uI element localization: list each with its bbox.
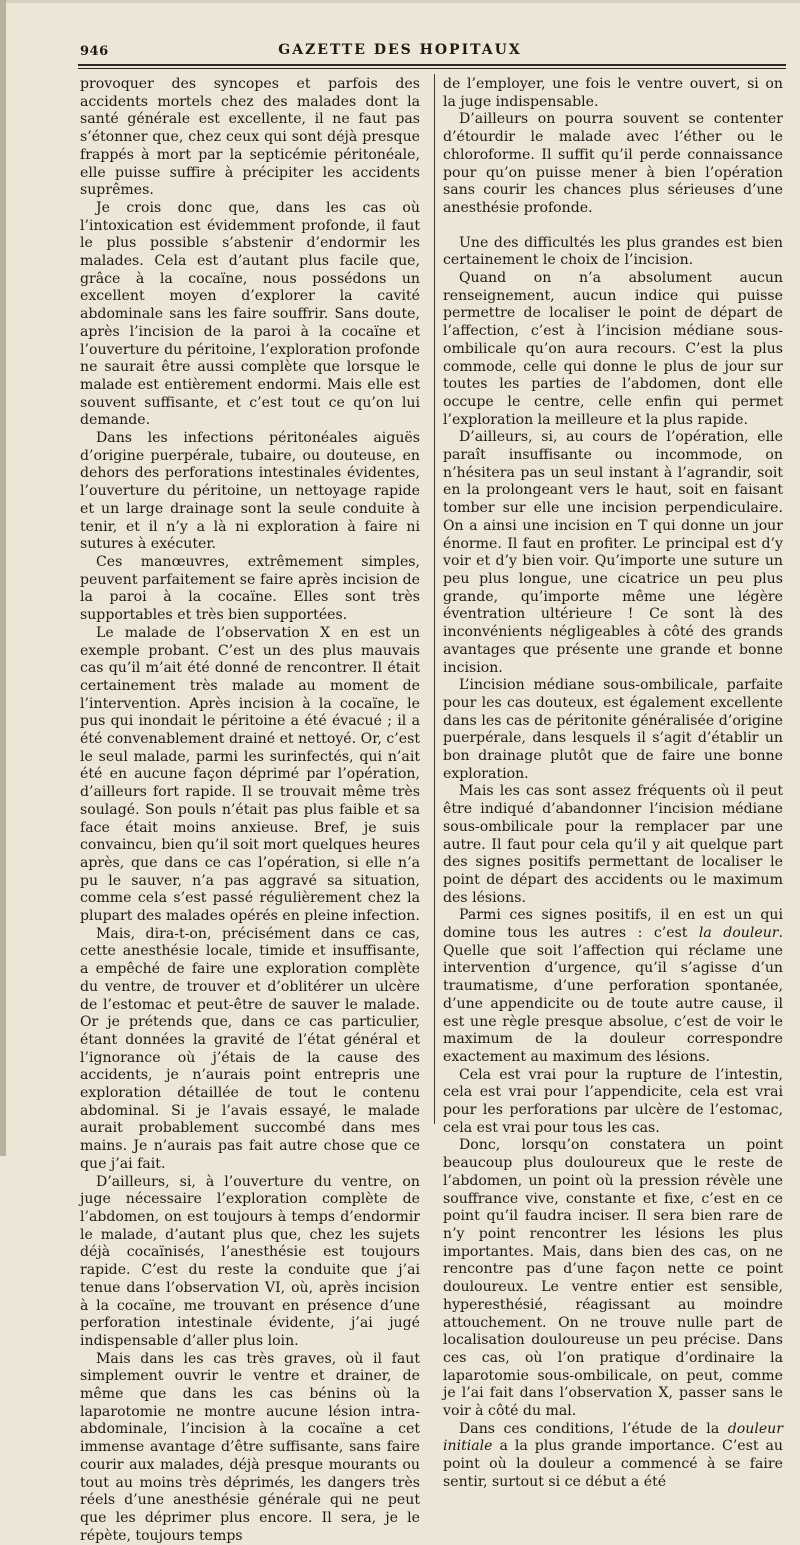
paragraph: Ces manœuvres, extrêmement simples, peuvent parfaitement se faire après incision de la paroi à la cocaïne. Elles sont très supportables et très bien supportées.: [80, 553, 420, 624]
right-text-column: [443, 76, 783, 1492]
paragraph: D’ailleurs on pourra souvent se contenter d’étourdir le malade avec l’éther ou le chloroforme. Il suffit qu’il perde connaissance pour qu’on puisse mener à bien l’opération sans courir les chances plus sérieuses d’une anesthésie profonde.: [443, 111, 783, 216]
paragraph: D’ailleurs, si, au cours de l’opération, elle paraît insuffisante ou incommode, on n’hésitera pas un seul instant à l’agrandir, soit en la prolongeant vers le haut, soit en faisant tomber sur elle une incision perpendiculaire. On a ainsi une incision en T qui donne un jour énorme. Il faut en profiter. Le principal est d’y voir et d’y bien voir. Qu’importe une suture un peu plus longue, une cicatrice un peu plus grande, qu’importe même une légère éventration ultérieure ! Ce sont là des inconvénients négligeables à côté des grands avantages que présente une grande et bonne incision.: [443, 429, 783, 676]
paragraph: Donc, lorsqu’on constatera un point beaucoup plus douloureux que le reste de l’abdomen, un point où la pression révèle une souffrance vive, constante et fixe, c’est en ce point qu’il faudra inciser. Il sera bien rare de n’y point rencontrer les lésions les plus importantes. Mais, dans bien des cas, on ne rencontre pas d’une façon nette ce point douloureux. Le ventre entier est sensible, hyperesthésié, réagissant au moindre attouchement. On ne trouve nulle part de localisation douloureuse un peu précise. Dans ces cas, où l’on pratique d’ordinaire la laparotomie sous-ombilicale, on peut, comme je l’ai fait dans l’observation X, passer sans le voir à côté du mal.: [443, 1137, 783, 1420]
column-separator: [434, 74, 435, 1124]
page-top-edge: [0, 0, 800, 3]
paragraph: Une des difficultés les plus grandes est bien certainement le choix de l’incision.: [443, 234, 783, 269]
paragraph: Dans les infections péritonéales aiguës d’origine puerpérale, tubaire, ou douteuse, en dehors des perforations intestinales évidentes, l’ouverture du péritoine, un nettoyage rapide et un large drainage sont la seule conduite à tenir, et il n’y a là ni exploration à faire ni sutures à exécuter.: [80, 430, 420, 553]
paragraph: D’ailleurs, si, à l’ouverture du ventre, on juge nécessaire l’exploration complète de l’abdomen, on est toujours à temps d’endormir le malade, d’autant plus que, chez les sujets déjà cocaïnisés, l’anesthésie est toujours rapide. C’est du reste la conduite que j’ai tenue dans l’observation VI, où, après incision à la cocaïne, me trouvant en présence d’une perforation intestinale évidente, j’ai jugé indispensable d’aller plus loin.: [80, 1173, 420, 1349]
running-head-title: GAZETTE DES HOPITAUX: [278, 42, 522, 58]
paragraph: Mais dans les cas très graves, où il faut simplement ouvrir le ventre et drainer, de même que dans les cas bénins où la laparotomie ne montre aucune lésion intra-abdominale, l’incision à la cocaïne a cet immense avantage d’être suffisante, sans faire courir aux malades, déjà presque mourants ou tout au moins très déprimés, les dangers très réels d’une anesthésie générale qui ne peut que les déprimer plus encore. Il sera, je le répète, toujours temps: [80, 1350, 420, 1544]
paragraph: Cela est vrai pour la rupture de l’intestin, cela est vrai pour l’appendicite, cela est vrai pour les perforations par ulcère de l’estomac, cela est vrai pour tous les cas.: [443, 1066, 783, 1136]
paragraph: Mais les cas sont assez fréquents où il peut être indiqué d’abandonner l’incision médiane sous-ombilicale pour la remplacer par une autre. Il faut pour cela qu’il y ait quelque part des signes positifs permettant de localiser le point de départ des accidents ou le maximum des lésions.: [443, 783, 783, 906]
paragraph: Quand on n’a absolument aucun renseignement, aucun indice qui puisse permettre de localiser le point de départ de l’affection, c’est à l’incision médiane sous-ombilicale qu’on aura recours. C’est la plus commode, celle qui donne le plus de jour sur toutes les parties de l’abdomen, dont elle occupe le centre, celle enfin qui permet l’exploration la meilleure et la plus rapide.: [443, 270, 783, 428]
italic-term: la douleur: [698, 925, 779, 942]
paragraph: Dans ces conditions, l’étude de la douleur initiale a la plus grande importance. C’est au point où la douleur a commencé à se faire sentir, surtout si ce début a été: [443, 1420, 783, 1490]
paragraph: Parmi ces signes positifs, il en est un qui domine tous les autres : c’est la douleur. Quelle que soit l’affection qui réclame une intervention d’urgence, qu’il s’agisse d’un traumatisme, d’une perforation spontanée, d’une appendicite ou de toute autre cause, il est une règle presque absolue, c’est de voir le maximum de la douleur correspondre exactement au maximum des lésions.: [443, 907, 784, 1065]
header-rule-thick: [78, 64, 786, 66]
italic-term: douleur initiale: [443, 1420, 783, 1455]
left-text-column: [80, 76, 420, 1545]
paragraph: Je crois donc que, dans les cas où l’intoxication est évidemment profonde, il faut le plus possible s’abstenir d’endormir les malades. Cela est d’autant plus facile que, grâce à la cocaïne, nous possédons un excellent moyen d’explorer la cavité abdominale sans les faire souffrir. Sans doute, après l’incision de la paroi à la cocaïne et l’ouverture du péritoine, l’exploration profonde ne saurait être aussi complète que lorsque le malade est entièrement endormi. Mais elle est souvent suffisante, et c’est tout ce qu’on lui demande.: [80, 199, 420, 429]
binding-edge: [0, 0, 6, 1156]
paragraph: de l’employer, une fois le ventre ouvert, si on la juge indispensable.: [443, 76, 783, 110]
paragraph: Le malade de l’observation X en est un exemple probant. C’est un des plus mauvais cas qu’il m’ait été donné de rencontrer. Il était certainement très malade au moment de l’intervention. Après incision à la cocaïne, le pus qui inondait le péritoine a été évacué ; il a été convenablement drainé et nettoyé. Or, c’est le seul malade, parmi les surinfectés, qui n’ait été en aucune façon déprimé par l’opération, d’ailleurs fort rapide. Il se trouvait même très soulagé. Son pouls n’était pas plus faible et sa face était moins anxieuse. Bref, je suis convaincu, bien qu’il soit mort quelques heures après, que dans ce cas l’opération, si elle n’a pu le sauver, n’a pas aggravé sa situation, comme cela s’est passé régulièrement chez la plupart des malades opérés en pleine infection.: [80, 624, 420, 925]
paragraph: Mais, dira-t-on, précisément dans ce cas, cette anesthésie locale, timide et insuffisante, a empêché de faire une exploration complète du ventre, de trouver et d’oblitérer un ulcère de l’estomac et peut-être de sauver le malade. Or je prétends que, dans ce cas particulier, étant données la gravité de l’état général et l’ignorance où j’étais de la cause des accidents, je n’aurais point entrepris une exploration détaillée de tout le contenu abdominal. Si je l’avais essayé, le malade aurait probablement succombé dans mes mains. Je n’aurais pas fait autre chose que ce que j’ai fait.: [80, 925, 420, 1172]
paragraph: provoquer des syncopes et parfois des accidents mortels chez des malades dont la santé générale est excellente, il ne faut pas s’étonner que, chez ceux qui sont déjà presque frappés à mort par la septicémie péritonéale, elle puisse suffire à précipiter les accidents suprêmes.: [80, 76, 420, 199]
page-number: 946: [80, 44, 109, 59]
paragraph: L’incision médiane sous-ombilicale, parfaite pour les cas douteux, est également excellente dans les cas de péritonite généralisée d’origine puerpérale, dans lesquels il s’agit d’établir un bon drainage plutôt que de faire une bonne exploration.: [443, 677, 783, 782]
header-rule-thin: [78, 68, 786, 69]
